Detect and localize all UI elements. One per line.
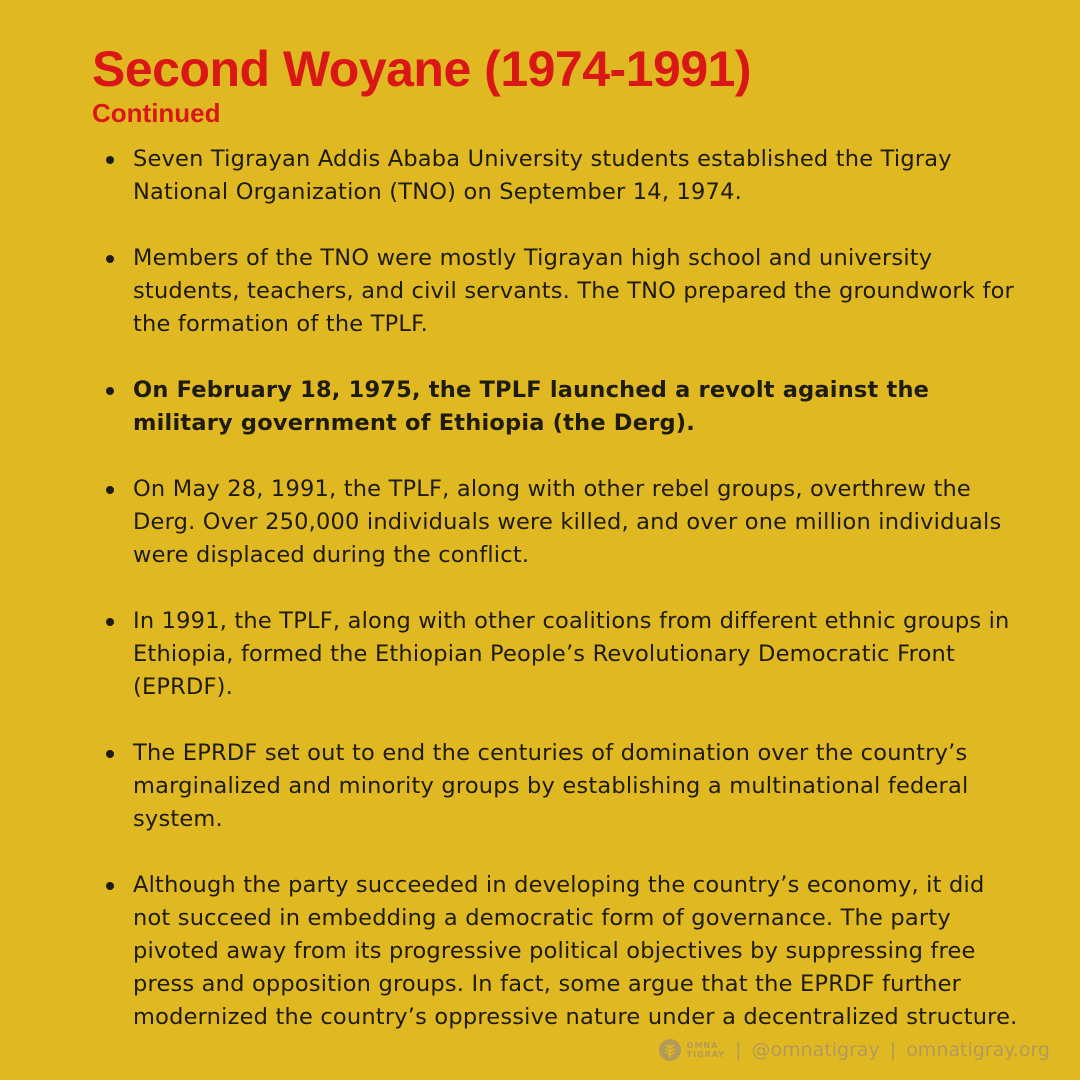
bullet-item-tno-founded: Seven Tigrayan Addis Ababa University students established the Tigray National Organization (TNO) on September 14, 1974. [104, 143, 1024, 209]
wheat-emblem-icon [658, 1038, 682, 1062]
footer-separator: | [889, 1039, 897, 1061]
logo-line-tigray: TIGRAY [686, 1050, 726, 1059]
bullet-item-tplf-revolt: On February 18, 1975, the TPLF launched a revolt against the military government of Ethiopia (the Derg). [104, 374, 1024, 440]
footer-separator: | [735, 1039, 742, 1061]
logo-line-omna: OMNA [686, 1041, 719, 1050]
bullet-item-governance: Although the party succeeded in developing the country’s economy, it did not succeed in embedding a democratic form of governance. The party pivoted away from its progressive political objectives by suppressing free press and opposition groups. In fact, some argue that the EPRDF further modernized the country’s oppressive nature under a decentralized structure. [104, 869, 1024, 1034]
bullet-item-eprdf-formed: In 1991, the TPLF, along with other coalitions from different ethnic groups in Ethiopia, formed the Ethiopian People’s Revolutionary Democratic Front (EPRDF). [104, 605, 1024, 704]
bullet-item-federal-system: The EPRDF set out to end the centuries of domination over the country’s marginalized and minority groups by establishing a multinational federal system. [104, 737, 1024, 836]
bullet-item-tno-members: Members of the TNO were mostly Tigrayan high school and university students, teachers, and civil servants. The TNO prepared the groundwork for the formation of the TPLF. [104, 242, 1024, 341]
social-handle: @omnatigray [751, 1039, 880, 1061]
logo-wordmark [687, 1041, 725, 1059]
footer [658, 1038, 1050, 1062]
website-link[interactable]: omnatigray.org [906, 1039, 1050, 1061]
omna-tigray-logo [658, 1038, 725, 1062]
page-title: Second Woyane (1974-1991) [92, 41, 752, 97]
bullet-item-derg-overthrown: On May 28, 1991, the TPLF, along with other rebel groups, overthrew the Derg. Over 250,000 individuals were killed, and over one million individuals were displaced during the conflict. [104, 473, 1024, 572]
page-subtitle: Continued [92, 98, 221, 128]
bullet-list [104, 143, 1024, 1034]
